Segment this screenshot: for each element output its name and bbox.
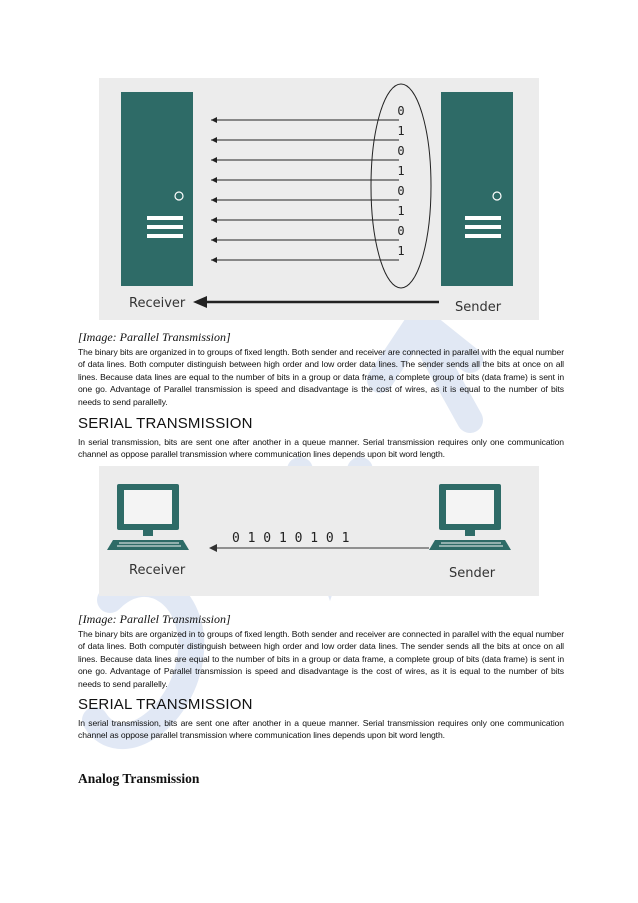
parallel-bit: 0 xyxy=(397,104,405,118)
receiver-server-icon xyxy=(121,92,193,286)
sender-computer-icon xyxy=(429,484,511,550)
figure-caption: [Image: Parallel Transmission] xyxy=(78,330,231,344)
body-paragraph: The binary bits are organized in to groups of fixed length. Both sender and receiver are connected in parallel with the equal number of data lines. Both computer distinguish between high order and low order data lines. The sender sends all the bits at once on all lines. Because data lines are equal to the number of bits in a group or data frame, a complete group of bits (data frame) is sent in one go. Advantage of Parallel transmission is speed and disadvantage is the cost of wires, as it is equal to the number of bits needs to send parallelly. xyxy=(78,347,564,407)
serial-bits: 0 1 0 1 0 1 0 1 xyxy=(232,531,350,546)
section-heading: SERIAL TRANSMISSION xyxy=(78,415,253,432)
figure-caption: [Image: Parallel Transmission] xyxy=(78,612,231,626)
parallel-bit: 1 xyxy=(397,164,405,178)
parallel-bit: 0 xyxy=(397,184,405,198)
receiver-label: Receiver xyxy=(129,296,186,311)
serial-diagram xyxy=(99,466,539,596)
receiver-label: Receiver xyxy=(129,563,186,578)
receiver-computer-icon xyxy=(107,484,189,550)
parallel-transmission-figure xyxy=(99,78,539,320)
body-paragraph: In serial transmission, bits are sent one after another in a queue manner. Serial transmission requires only one communication channel as oppose parallel transmission where communication lines depends upon bit word length. xyxy=(78,437,564,460)
parallel-bit: 0 xyxy=(397,144,405,158)
body-paragraph: The binary bits are organized in to groups of fixed length. Both sender and receiver are connected in parallel with the equal number of data lines. Both computer distinguish between high order and low order data lines. The sender sends all the bits at once on all lines. Because data lines are equal to the number of bits in a group or data frame, a complete group of bits (data frame) is sent in one go. Advantage of Parallel transmission is speed and disadvantage is the cost of wires, as it is equal to the number of bits needs to send parallelly. xyxy=(78,629,564,689)
section-heading: SERIAL TRANSMISSION xyxy=(78,696,253,713)
sender-label: Sender xyxy=(449,566,496,581)
parallel-bit: 0 xyxy=(397,224,405,238)
parallel-bit: 1 xyxy=(397,244,405,258)
section-heading: Analog Transmission xyxy=(78,771,200,786)
sender-server-icon xyxy=(441,92,513,286)
sender-label: Sender xyxy=(455,300,502,315)
parallel-diagram xyxy=(99,78,539,320)
body-paragraph: In serial transmission, bits are sent one after another in a queue manner. Serial transmission requires only one communication channel as oppose parallel transmission where communication lines depends upon bit word length. xyxy=(78,718,564,741)
parallel-bit: 1 xyxy=(397,124,405,138)
serial-transmission-figure xyxy=(99,466,539,596)
parallel-bit: 1 xyxy=(397,204,405,218)
